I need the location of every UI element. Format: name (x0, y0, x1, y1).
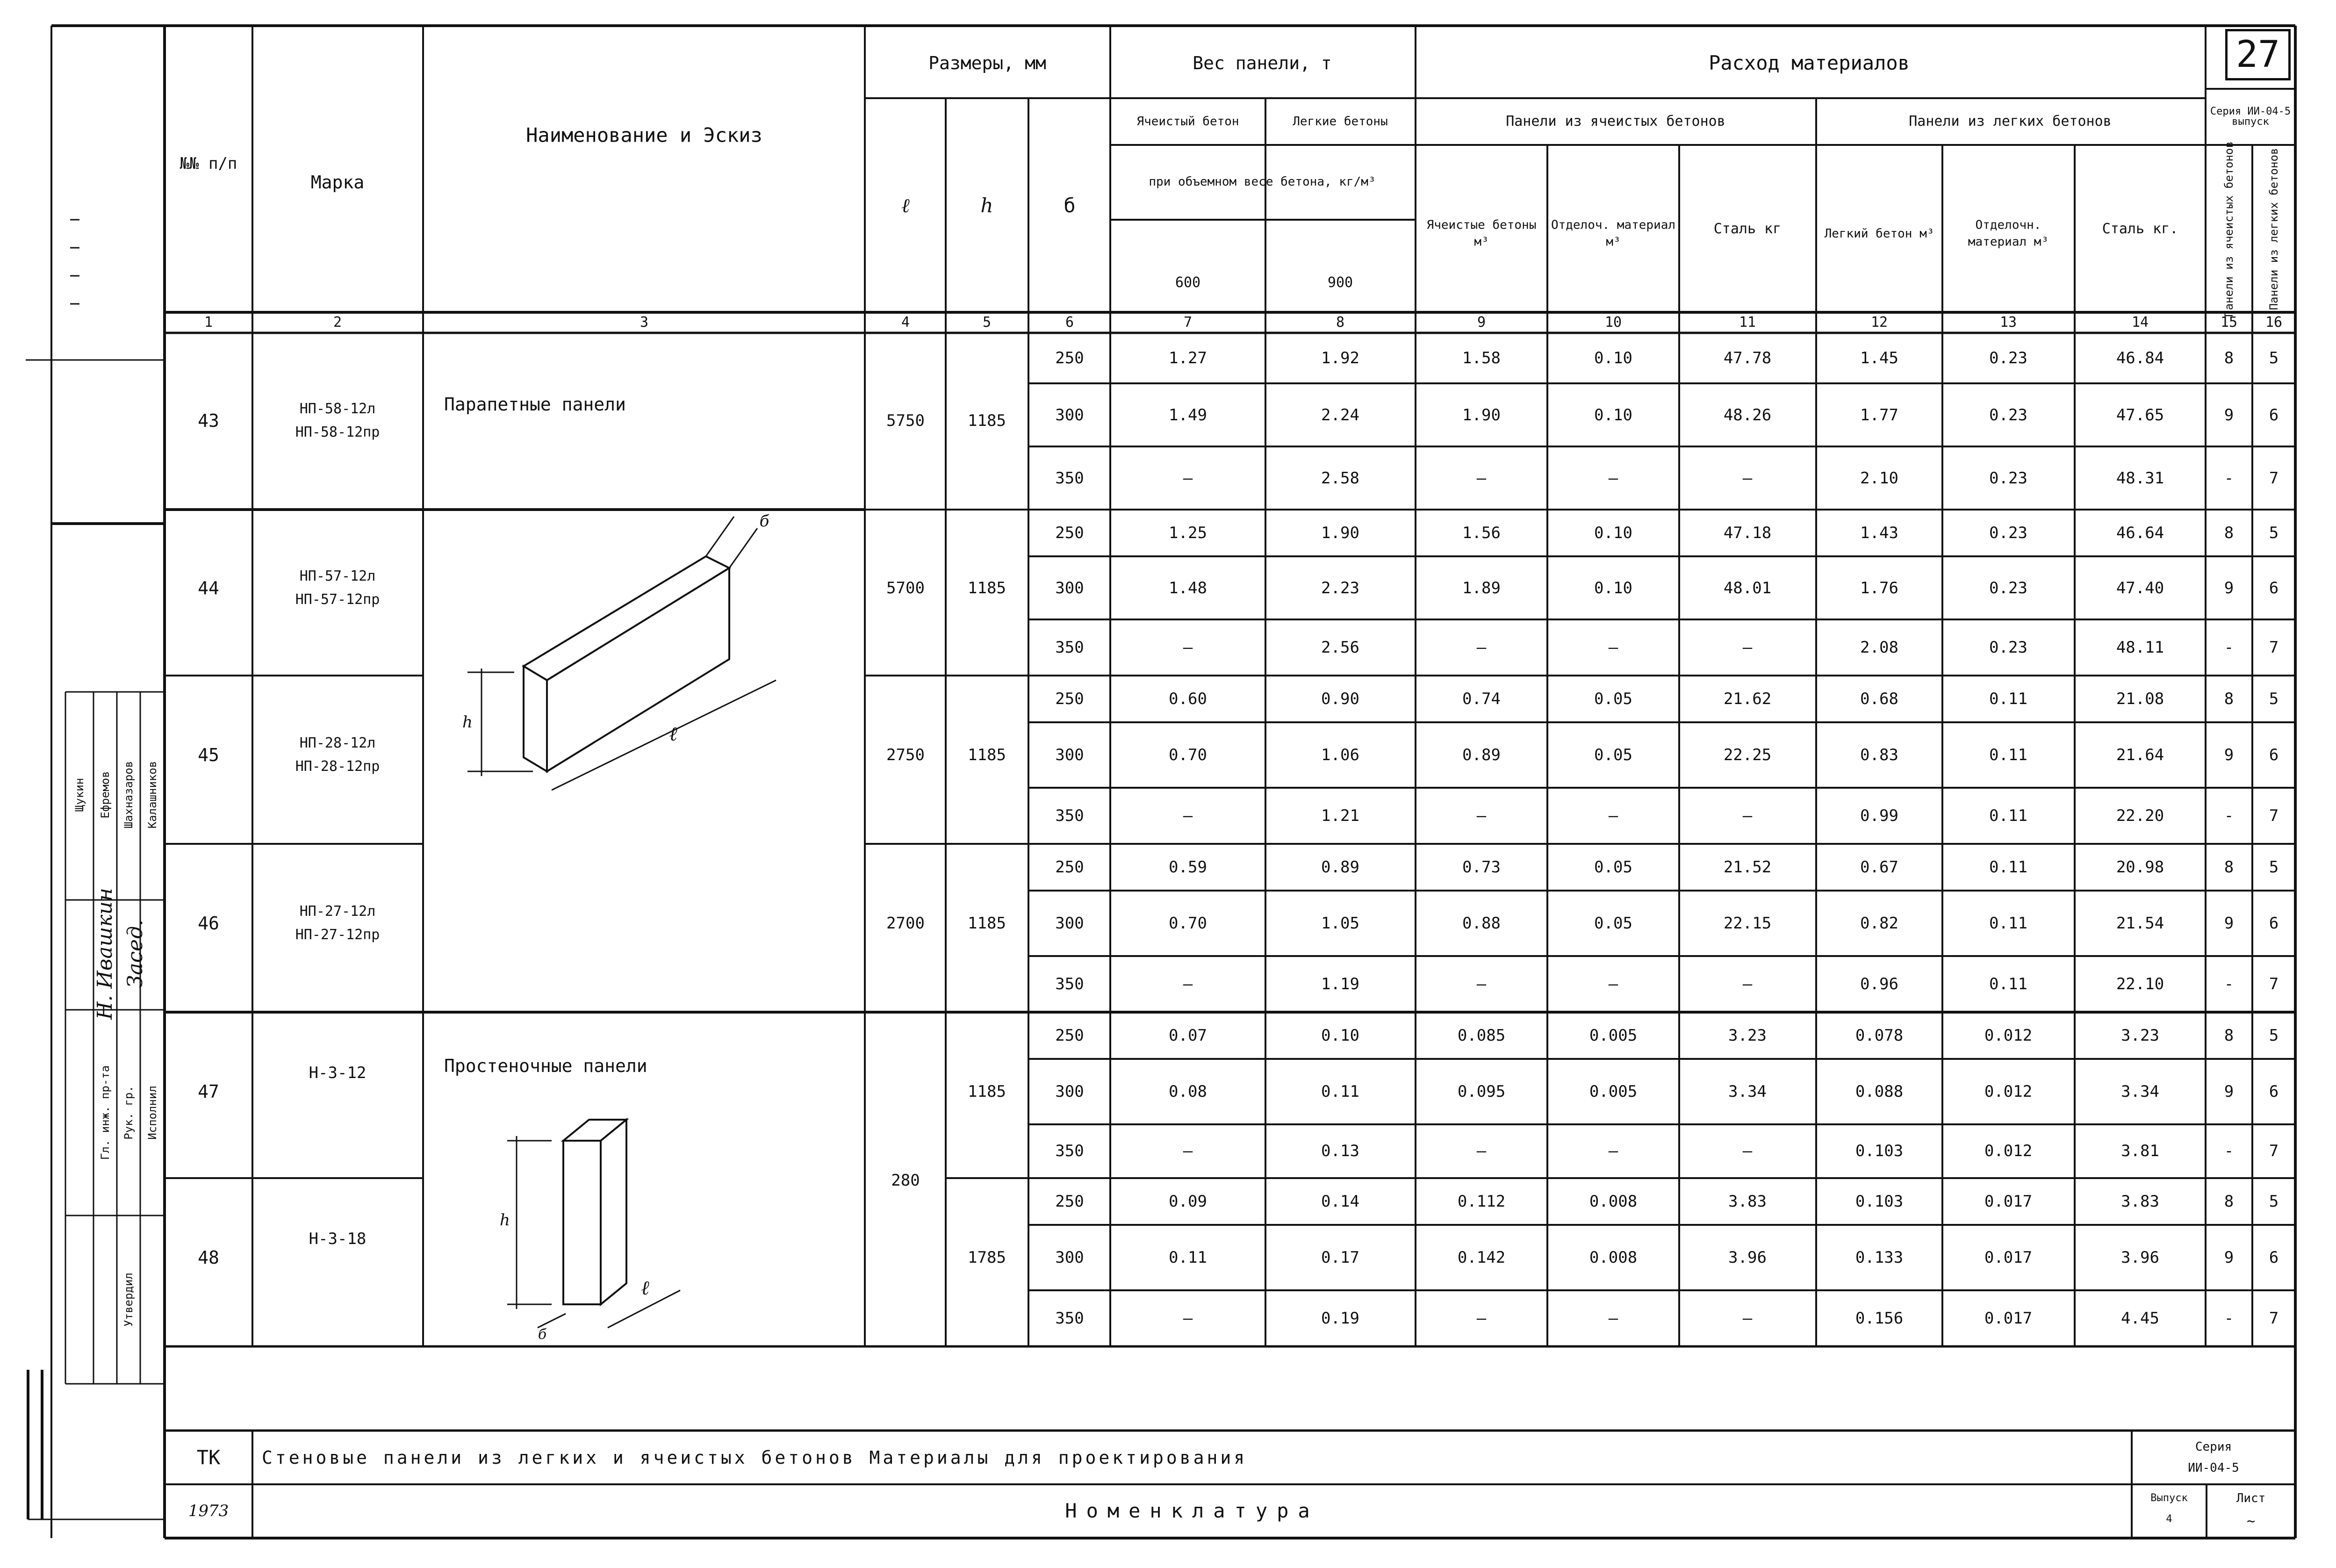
table-cell: 0.96 (1860, 975, 1898, 993)
table-cell: 0.10 (1594, 349, 1632, 367)
table-cell: 0.89 (1321, 858, 1359, 877)
table-cell: 21.54 (2116, 914, 2164, 933)
table-cell: 0.23 (1989, 349, 2027, 367)
table-cell: 1.56 (1462, 524, 1501, 542)
table-cell: 5 (2269, 690, 2279, 708)
table-cell: 0.10 (1594, 406, 1632, 424)
panel-height: 1185 (968, 914, 1006, 933)
table-cell: 1.48 (1169, 579, 1207, 597)
table-cell: 1.49 (1169, 406, 1207, 424)
table-cell: 48.31 (2116, 469, 2164, 488)
row-number: 46 (198, 913, 219, 934)
table-cell: 0.59 (1169, 858, 1207, 877)
stamp-name-2: Ефремов (99, 771, 112, 819)
table-cell: 0.82 (1860, 914, 1898, 933)
panel-height: 1185 (968, 1082, 1006, 1101)
table-cell: — (1608, 975, 1618, 993)
header-dim-l: ℓ (901, 194, 910, 217)
table-cell: 0.103 (1855, 1142, 1904, 1160)
column-number: 15 (2220, 314, 2238, 331)
title-series-label: Серия (2195, 1440, 2232, 1454)
table-cell: — (1742, 1309, 1753, 1328)
table-cell: 0.13 (1321, 1142, 1359, 1160)
panel-length: 5700 (886, 579, 925, 597)
column-number: 14 (2131, 314, 2149, 331)
header-panels-light: Панели из легких бетонов (1909, 113, 2112, 129)
table-cell: 6 (2269, 1082, 2279, 1101)
table-cell: 4.45 (2121, 1309, 2159, 1328)
table-cell: 0.89 (1462, 746, 1501, 764)
title-year: 1973 (188, 1502, 229, 1520)
table-cell: 0.012 (1984, 1142, 2033, 1160)
table-cell: 0.017 (1984, 1192, 2033, 1211)
table-cell: - (2224, 975, 2234, 993)
table-cell: 0.23 (1989, 406, 2027, 424)
column-number: 8 (1336, 314, 1345, 331)
header-series-issue: Серия ИИ-04-5 выпуск (2210, 106, 2291, 128)
table-cell: 0.103 (1855, 1192, 1904, 1211)
table-cell: 6 (2269, 579, 2279, 597)
table-cell: 250 (1055, 349, 1084, 367)
table-cell: — (1476, 1142, 1487, 1160)
header-col16: Панели из легких бетонов (2267, 148, 2280, 310)
column-number: 10 (1604, 314, 1622, 331)
table-cell: 8 (2224, 524, 2234, 542)
table-cell: 0.05 (1594, 914, 1632, 933)
table-cell: 0.11 (1321, 1082, 1359, 1101)
table-cell: 0.05 (1594, 858, 1632, 877)
title-tk: ТК (196, 1446, 221, 1469)
stamp-signature-2: Засед. (123, 919, 147, 988)
table-cell: 250 (1055, 1026, 1084, 1045)
header-consumption: Расход материалов (1709, 51, 1910, 74)
table-cell: 9 (2224, 914, 2234, 933)
header-col15: Панели из ячеистых бетонов (2222, 141, 2235, 317)
table-cell: 0.11 (1989, 746, 2027, 764)
table-cell: 350 (1055, 806, 1084, 825)
table-cell: 350 (1055, 1142, 1084, 1160)
table-cell: — (1183, 806, 1193, 825)
title-subtitle: Номенклатура (1065, 1499, 1319, 1522)
table-cell: — (1183, 638, 1193, 657)
table-cell: 350 (1055, 1309, 1084, 1328)
stamp-role-1: Гл. инж. пр-та (99, 1065, 112, 1160)
column-number: 3 (640, 314, 649, 331)
table-cell: 7 (2269, 1142, 2279, 1160)
pier-length-shared: 280 (891, 1171, 920, 1190)
table-cell: 0.05 (1594, 746, 1632, 764)
pier-sketch-l: ℓ (641, 1276, 649, 1299)
table-cell: 0.73 (1462, 858, 1501, 877)
table-cell: 0.05 (1594, 690, 1632, 708)
table-cell: — (1742, 638, 1753, 657)
table-cell: 0.19 (1321, 1309, 1359, 1328)
table-cell: 0.10 (1594, 579, 1632, 597)
table-cell: 7 (2269, 638, 2279, 657)
table-cell: 48.26 (1723, 406, 1772, 424)
table-cell: 0.008 (1589, 1248, 1638, 1267)
table-cell: 1.77 (1860, 406, 1898, 424)
panel-length: 5750 (886, 411, 925, 430)
column-number: 2 (333, 314, 342, 331)
title-issue-value: 4 (2166, 1513, 2172, 1525)
table-cell: 1.90 (1321, 524, 1359, 542)
panel-length: 2700 (886, 914, 925, 933)
table-cell: 1.58 (1462, 349, 1501, 367)
stamp-signature-1: Н. Ивашкин (93, 888, 117, 1020)
table-cell: 48.01 (1723, 579, 1772, 597)
table-cell: — (1608, 469, 1618, 488)
row-number: 47 (198, 1081, 219, 1102)
table-cell: 21.62 (1723, 690, 1772, 708)
column-number: 1 (204, 314, 213, 331)
table-cell: — (1608, 638, 1618, 657)
table-cell: 0.23 (1989, 469, 2027, 488)
table-cell: 7 (2269, 469, 2279, 488)
table-cell: 0.09 (1169, 1192, 1207, 1211)
header-dim-b: б (1064, 194, 1076, 217)
column-number: 9 (1477, 314, 1486, 331)
table-cell: 1.90 (1462, 406, 1501, 424)
pier-sketch-b: б (538, 1326, 547, 1343)
column-number: 16 (2265, 314, 2283, 331)
table-cell: 350 (1055, 638, 1084, 657)
panel-mark: Н-3-18 (309, 1230, 367, 1248)
table-cell: 1.25 (1169, 524, 1207, 542)
table-cell: — (1742, 975, 1753, 993)
table-cell: 0.99 (1860, 806, 1898, 825)
table-cell: 8 (2224, 1026, 2234, 1045)
panel-height: 1785 (968, 1248, 1006, 1267)
table-cell: — (1742, 1142, 1753, 1160)
table-cell: 1.21 (1321, 806, 1359, 825)
table-cell: 7 (2269, 806, 2279, 825)
panel-height: 1185 (968, 579, 1006, 597)
table-cell: 47.40 (2116, 579, 2164, 597)
panel-mark: НП-28-12л (299, 735, 376, 751)
header-steel-kg: Сталь кг (1713, 221, 1782, 237)
table-cell: 8 (2224, 1192, 2234, 1211)
table-cell: — (1742, 806, 1753, 825)
column-number: 6 (1065, 314, 1074, 331)
table-cell: 3.83 (2121, 1192, 2159, 1211)
header-light-concrete-m3: Легкий бетон м³ (1824, 226, 1934, 241)
section-label-pier: Простеночные панели (444, 1056, 647, 1076)
table-cell: - (2224, 806, 2234, 825)
table-cell: 0.112 (1457, 1192, 1506, 1211)
header-cell-concrete: Ячеистый бетон (1136, 115, 1239, 129)
table-cell: 22.15 (1723, 914, 1772, 933)
table-cell: 2.23 (1321, 579, 1359, 597)
table-cell: 300 (1055, 1248, 1084, 1267)
stamp-role-3: Исполнил (146, 1086, 159, 1140)
table-cell: 0.11 (1989, 806, 2027, 825)
table-cell: 250 (1055, 524, 1084, 542)
header-dims: Размеры, мм (928, 53, 1046, 73)
table-cell: 47.18 (1723, 524, 1772, 542)
table-cell: 0.17 (1321, 1248, 1359, 1267)
row-number: 44 (198, 578, 219, 598)
header-cell-concrete-m3: Ячеистые бетоны м³ (1426, 218, 1537, 249)
table-cell: 3.34 (1728, 1082, 1767, 1101)
header-weight: Вес панели, т (1193, 53, 1332, 73)
table-cell: 3.81 (2121, 1142, 2159, 1160)
title-series-value: ИИ-04-5 (2188, 1461, 2239, 1475)
table-cell: — (1476, 1309, 1487, 1328)
table-cell: 0.60 (1169, 690, 1207, 708)
table-cell: 0.012 (1984, 1082, 2033, 1101)
table-cell: 300 (1055, 914, 1084, 933)
table-cell: 3.96 (1728, 1248, 1767, 1267)
table-cell: 1.43 (1860, 524, 1898, 542)
table-cell: 0.23 (1989, 524, 2027, 542)
header-density-900: 900 (1327, 274, 1353, 291)
section-label-parapet: Парапетные панели (444, 394, 626, 415)
panel-length: 2750 (886, 746, 925, 764)
table-cell: 0.095 (1457, 1082, 1506, 1101)
header-at-density: при объемном весе бетона, кг/м³ (1149, 175, 1376, 189)
table-cell: 0.07 (1169, 1026, 1207, 1045)
page-number: 27 (2225, 29, 2291, 80)
table-cell: 0.68 (1860, 690, 1898, 708)
table-cell: — (1608, 1309, 1618, 1328)
column-number: 4 (901, 314, 910, 331)
table-cell: — (1183, 469, 1193, 488)
column-number: 11 (1739, 314, 1756, 331)
table-cell: 3.96 (2121, 1248, 2159, 1267)
table-cell: 1.06 (1321, 746, 1359, 764)
table-cell: 2.58 (1321, 469, 1359, 488)
table-cell: 0.08 (1169, 1082, 1207, 1101)
table-cell: 8 (2224, 858, 2234, 877)
table-cell: 0.133 (1855, 1248, 1904, 1267)
stamp-name-1: Щукин (73, 777, 86, 812)
column-number: 5 (982, 314, 992, 331)
table-cell: — (1608, 1142, 1618, 1160)
table-cell: 0.017 (1984, 1309, 2033, 1328)
header-name-sketch: Наименование и Эскиз (526, 123, 762, 147)
table-cell: 250 (1055, 858, 1084, 877)
stamp-name-3: Шахназаров (122, 761, 135, 829)
table-cell: 0.10 (1321, 1026, 1359, 1045)
row-number: 43 (198, 410, 219, 431)
table-cell: 22.25 (1723, 746, 1772, 764)
table-cell: — (1742, 469, 1753, 488)
table-cell: - (2224, 469, 2234, 488)
table-cell: 0.74 (1462, 690, 1501, 708)
table-cell: 20.98 (2116, 858, 2164, 877)
table-cell: 1.27 (1169, 349, 1207, 367)
header-panels-cell: Панели из ячеистых бетонов (1506, 113, 1725, 129)
table-cell: 5 (2269, 349, 2279, 367)
table-cell: 46.84 (2116, 349, 2164, 367)
table-cell: 1.92 (1321, 349, 1359, 367)
table-cell: 3.23 (1728, 1026, 1767, 1045)
table-cell: 0.017 (1984, 1248, 2033, 1267)
table-cell: 300 (1055, 406, 1084, 424)
panel-mark: НП-28-12пр (295, 758, 380, 775)
table-cell: 0.142 (1457, 1248, 1506, 1267)
table-cell: 300 (1055, 1082, 1084, 1101)
table-cell: 47.65 (2116, 406, 2164, 424)
stamp-name-4: Калашников (146, 761, 159, 829)
table-cell: 5 (2269, 1192, 2279, 1211)
header-mark: Марка (310, 172, 365, 193)
table-cell: 0.23 (1989, 638, 2027, 657)
table-cell: 6 (2269, 406, 2279, 424)
table-cell: 0.11 (1989, 914, 2027, 933)
column-number: 7 (1183, 314, 1193, 331)
panel-height: 1185 (968, 746, 1006, 764)
table-cell: 0.085 (1457, 1026, 1506, 1045)
table-cell: 350 (1055, 469, 1084, 488)
table-cell: 0.11 (1989, 690, 2027, 708)
table-cell: 22.20 (2116, 806, 2164, 825)
pier-panel-sketch (507, 1120, 680, 1328)
stamp-role-4: Утвердил (122, 1273, 135, 1327)
panel-mark: НП-27-12л (299, 903, 376, 920)
table-cell: 1.45 (1860, 349, 1898, 367)
parapet-panel-sketch (467, 517, 776, 790)
panel-mark: НП-27-12пр (295, 927, 380, 943)
table-cell: 0.11 (1169, 1248, 1207, 1267)
table-cell: — (1476, 469, 1487, 488)
row-number: 48 (198, 1247, 219, 1268)
table-cell: 0.70 (1169, 914, 1207, 933)
table-cell: 6 (2269, 914, 2279, 933)
table-cell: 7 (2269, 975, 2279, 993)
table-cell: 0.14 (1321, 1192, 1359, 1211)
header-steel2-kg: Сталь кг. (2102, 221, 2178, 237)
pier-sketch-h: h (500, 1211, 510, 1230)
table-cell: 300 (1055, 746, 1084, 764)
table-cell: 46.64 (2116, 524, 2164, 542)
header-density-600: 600 (1175, 274, 1201, 291)
table-cell: 1.19 (1321, 975, 1359, 993)
table-cell: 9 (2224, 746, 2234, 764)
table-cell: 0.70 (1169, 746, 1207, 764)
table-cell: 5 (2269, 858, 2279, 877)
table-cell: 9 (2224, 1248, 2234, 1267)
table-cell: 6 (2269, 746, 2279, 764)
table-cell: 8 (2224, 690, 2234, 708)
table-cell: 2.56 (1321, 638, 1359, 657)
table-cell: — (1183, 975, 1193, 993)
table-cell: 21.52 (1723, 858, 1772, 877)
table-cell: 7 (2269, 1309, 2279, 1328)
table-cell: — (1183, 1142, 1193, 1160)
parapet-sketch-l: ℓ (669, 722, 677, 745)
table-cell: 2.10 (1860, 469, 1898, 488)
table-cell: — (1608, 806, 1618, 825)
table-cell: 5 (2269, 1026, 2279, 1045)
title-main: Стеновые панели из легких и ячеистых бетонов Материалы для проектирования (262, 1447, 1248, 1468)
table-cell: 47.78 (1723, 349, 1772, 367)
table-cell: 3.34 (2121, 1082, 2159, 1101)
header-finish-m3: Отделоч. материал м³ (1551, 218, 1676, 249)
panel-mark: НП-57-12л (299, 568, 376, 584)
row-number: 45 (198, 745, 219, 765)
table-cell: 0.23 (1989, 579, 2027, 597)
table-cell: 0.10 (1594, 524, 1632, 542)
table-cell: 48.11 (2116, 638, 2164, 657)
table-cell: 3.23 (2121, 1026, 2159, 1045)
table-cell: 250 (1055, 1192, 1084, 1211)
table-cell: 0.156 (1855, 1309, 1904, 1328)
table-cell: 0.90 (1321, 690, 1359, 708)
stamp-role-2: Рук. гр. (122, 1086, 135, 1140)
table-cell: 0.88 (1462, 914, 1501, 933)
parapet-sketch-b: б (759, 512, 769, 531)
header-no-pp: №№ п/п (180, 154, 237, 173)
table-cell: 1.76 (1860, 579, 1898, 597)
table-cell: - (2224, 1309, 2234, 1328)
table-cell: 300 (1055, 579, 1084, 597)
table-cell: 8 (2224, 349, 2234, 367)
table-cell: 0.67 (1860, 858, 1898, 877)
header-dim-h: h (980, 194, 993, 217)
table-cell: 9 (2224, 579, 2234, 597)
table-cell: 0.088 (1855, 1082, 1904, 1101)
table-cell: 22.10 (2116, 975, 2164, 993)
table-cell: 2.08 (1860, 638, 1898, 657)
table-cell: — (1476, 975, 1487, 993)
table-cell: 0.83 (1860, 746, 1898, 764)
table-cell: 6 (2269, 1248, 2279, 1267)
table-cell: 0.005 (1589, 1082, 1638, 1101)
table-cell: 0.012 (1984, 1026, 2033, 1045)
table-cell: 0.11 (1989, 975, 2027, 993)
table-cell: 0.11 (1989, 858, 2027, 877)
table-cell: 21.64 (2116, 746, 2164, 764)
table-cell: 1.05 (1321, 914, 1359, 933)
table-cell: 3.83 (1728, 1192, 1767, 1211)
table-cell: — (1183, 1309, 1193, 1328)
parapet-sketch-h: h (462, 713, 473, 732)
panel-mark: НП-58-12пр (295, 424, 380, 440)
header-finish2-m3: Отделочн. материал м³ (1968, 218, 2049, 249)
table-cell: - (2224, 1142, 2234, 1160)
header-light-concrete: Легкие бетоны (1293, 115, 1388, 129)
title-sheet-label: Лист (2236, 1491, 2266, 1505)
table-cell: 250 (1055, 690, 1084, 708)
table-cell: 0.008 (1589, 1192, 1638, 1211)
column-number: 13 (1999, 314, 2017, 331)
title-sheet-value: ~ (2246, 1513, 2256, 1530)
table-cell: 5 (2269, 524, 2279, 542)
table-cell: — (1476, 638, 1487, 657)
panel-height: 1185 (968, 411, 1006, 430)
column-number: 12 (1870, 314, 1888, 331)
panel-mark: НП-57-12пр (295, 591, 380, 608)
table-cell: — (1476, 806, 1487, 825)
table-cell: 1.89 (1462, 579, 1501, 597)
table-cell: 0.005 (1589, 1026, 1638, 1045)
panel-mark: Н-3-12 (309, 1064, 367, 1082)
title-issue-label: Выпуск (2150, 1492, 2188, 1504)
table-cell: - (2224, 638, 2234, 657)
table-cell: 350 (1055, 975, 1084, 993)
table-cell: 9 (2224, 406, 2234, 424)
table-cell: 2.24 (1321, 406, 1359, 424)
table-cell: 21.08 (2116, 690, 2164, 708)
panel-mark: НП-58-12л (299, 401, 376, 417)
table-cell: 0.078 (1855, 1026, 1904, 1045)
table-cell: 9 (2224, 1082, 2234, 1101)
